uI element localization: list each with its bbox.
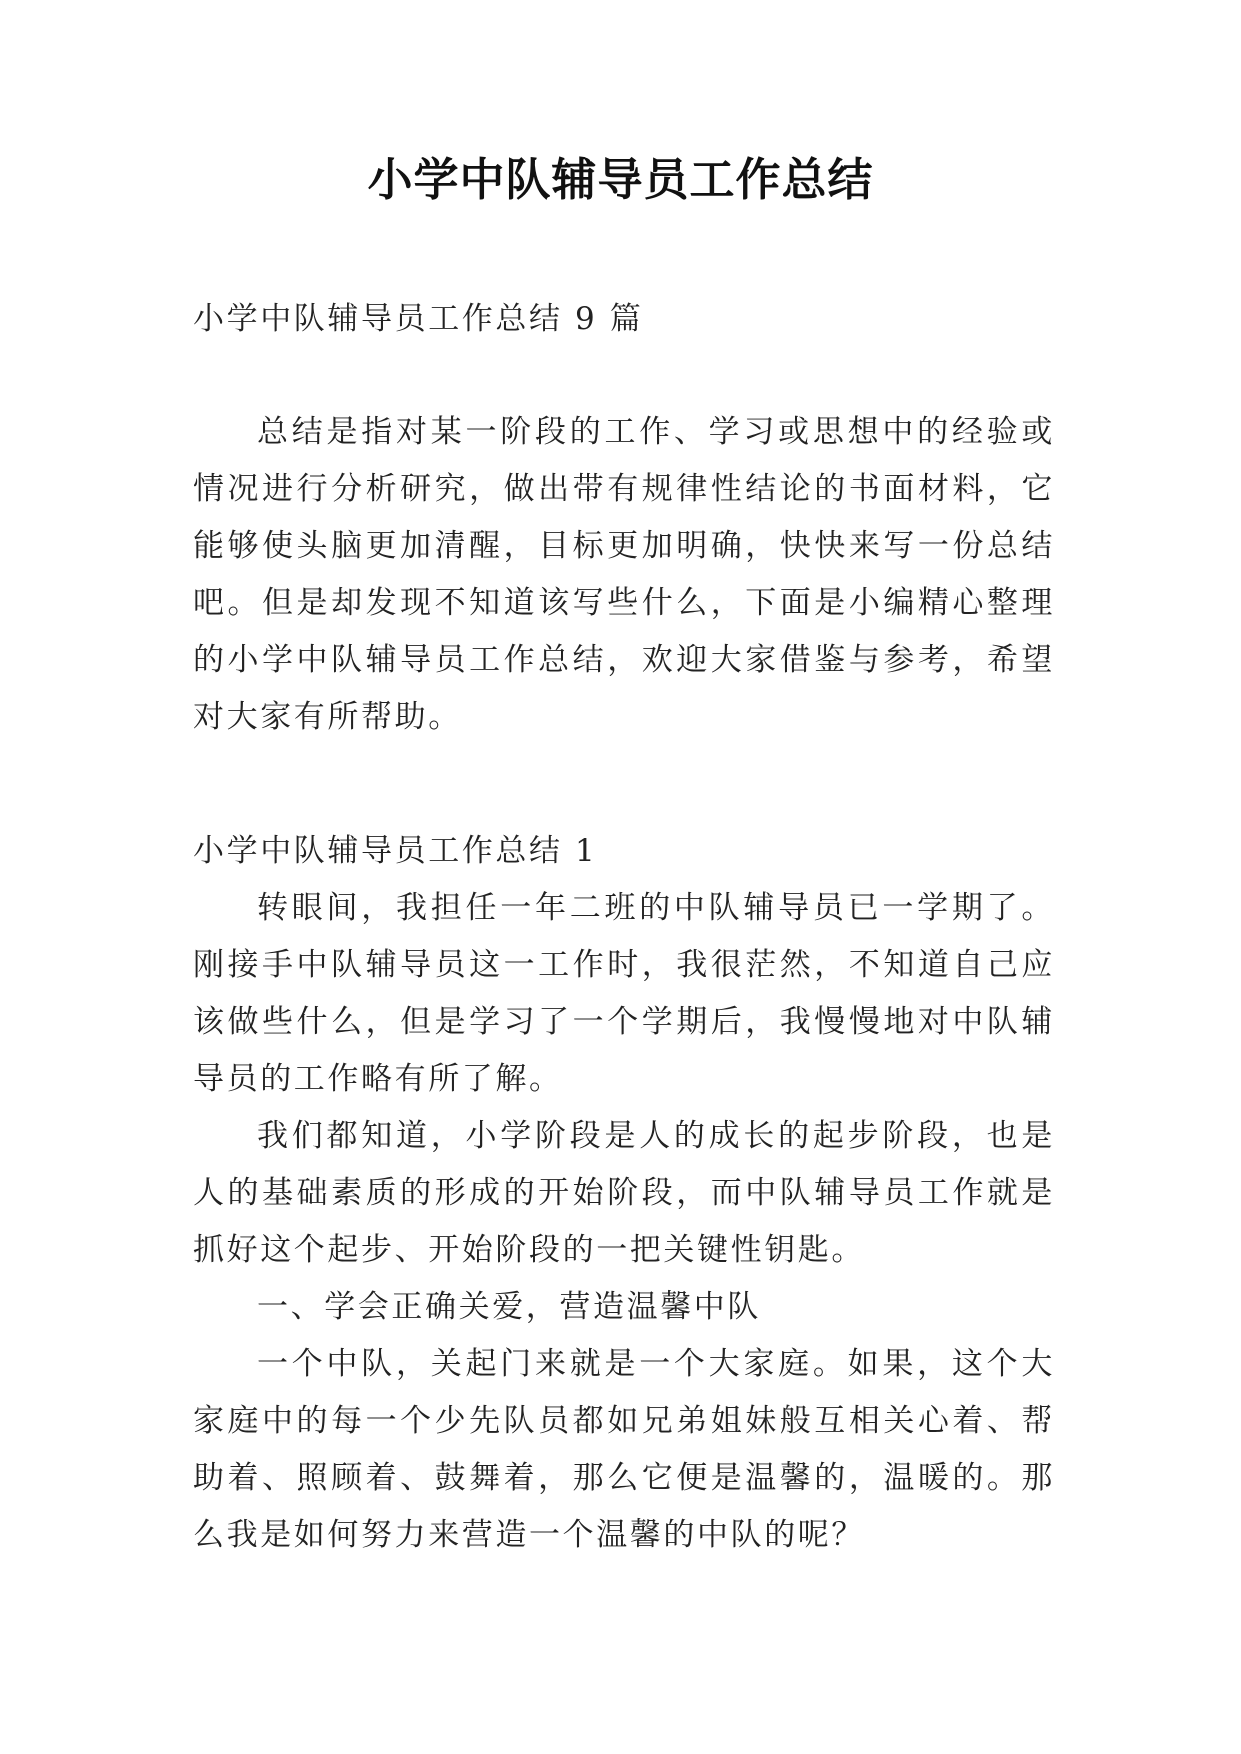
body-paragraph: 转眼间，我担任一年二班的中队辅导员已一学期了。刚接手中队辅导员这一工作时，我很茫然，不知道自己应该做些什么，但是学习了一个学期后，我慢慢地对中队辅导员的工作略有所了解。 [193, 890, 1055, 1097]
section-subheading: 一、学会正确关爱，营造温馨中队 [257, 1289, 761, 1325]
document-title: 小学中队辅导员工作总结 [367, 153, 874, 206]
body-paragraph: 我们都知道，小学阶段是人的成长的起步阶段，也是人的基础素质的形成的开始阶段，而中队辅导员工作就是抓好这个起步、开始阶段的一把关键性钥匙。 [193, 1118, 1055, 1268]
body-paragraph: 一个中队，关起门来就是一个大家庭。如果，这个大家庭中的每一个少先队员都如兄弟姐妹般互相关心着、帮助着、照顾着、鼓舞着，那么它便是温馨的，温暖的。那么我是如何努力来营造一个温馨的中队的呢？ [193, 1346, 1055, 1553]
intro-paragraph: 总结是指对某一阶段的工作、学习或思想中的经验或情况进行分析研究，做出带有规律性结论的书面材料，它能够使头脑更加清醒，目标更加明确，快快来写一份总结吧。但是却发现不知道该写些什么，下面是小编精心整理的小学中队辅导员工作总结，欢迎大家借鉴与参考，希望对大家有所帮助。 [193, 414, 1055, 735]
document-subtitle: 小学中队辅导员工作总结 9 篇 [193, 301, 644, 337]
section-body [193, 880, 1055, 1564]
section-heading: 小学中队辅导员工作总结 1 [193, 833, 598, 869]
